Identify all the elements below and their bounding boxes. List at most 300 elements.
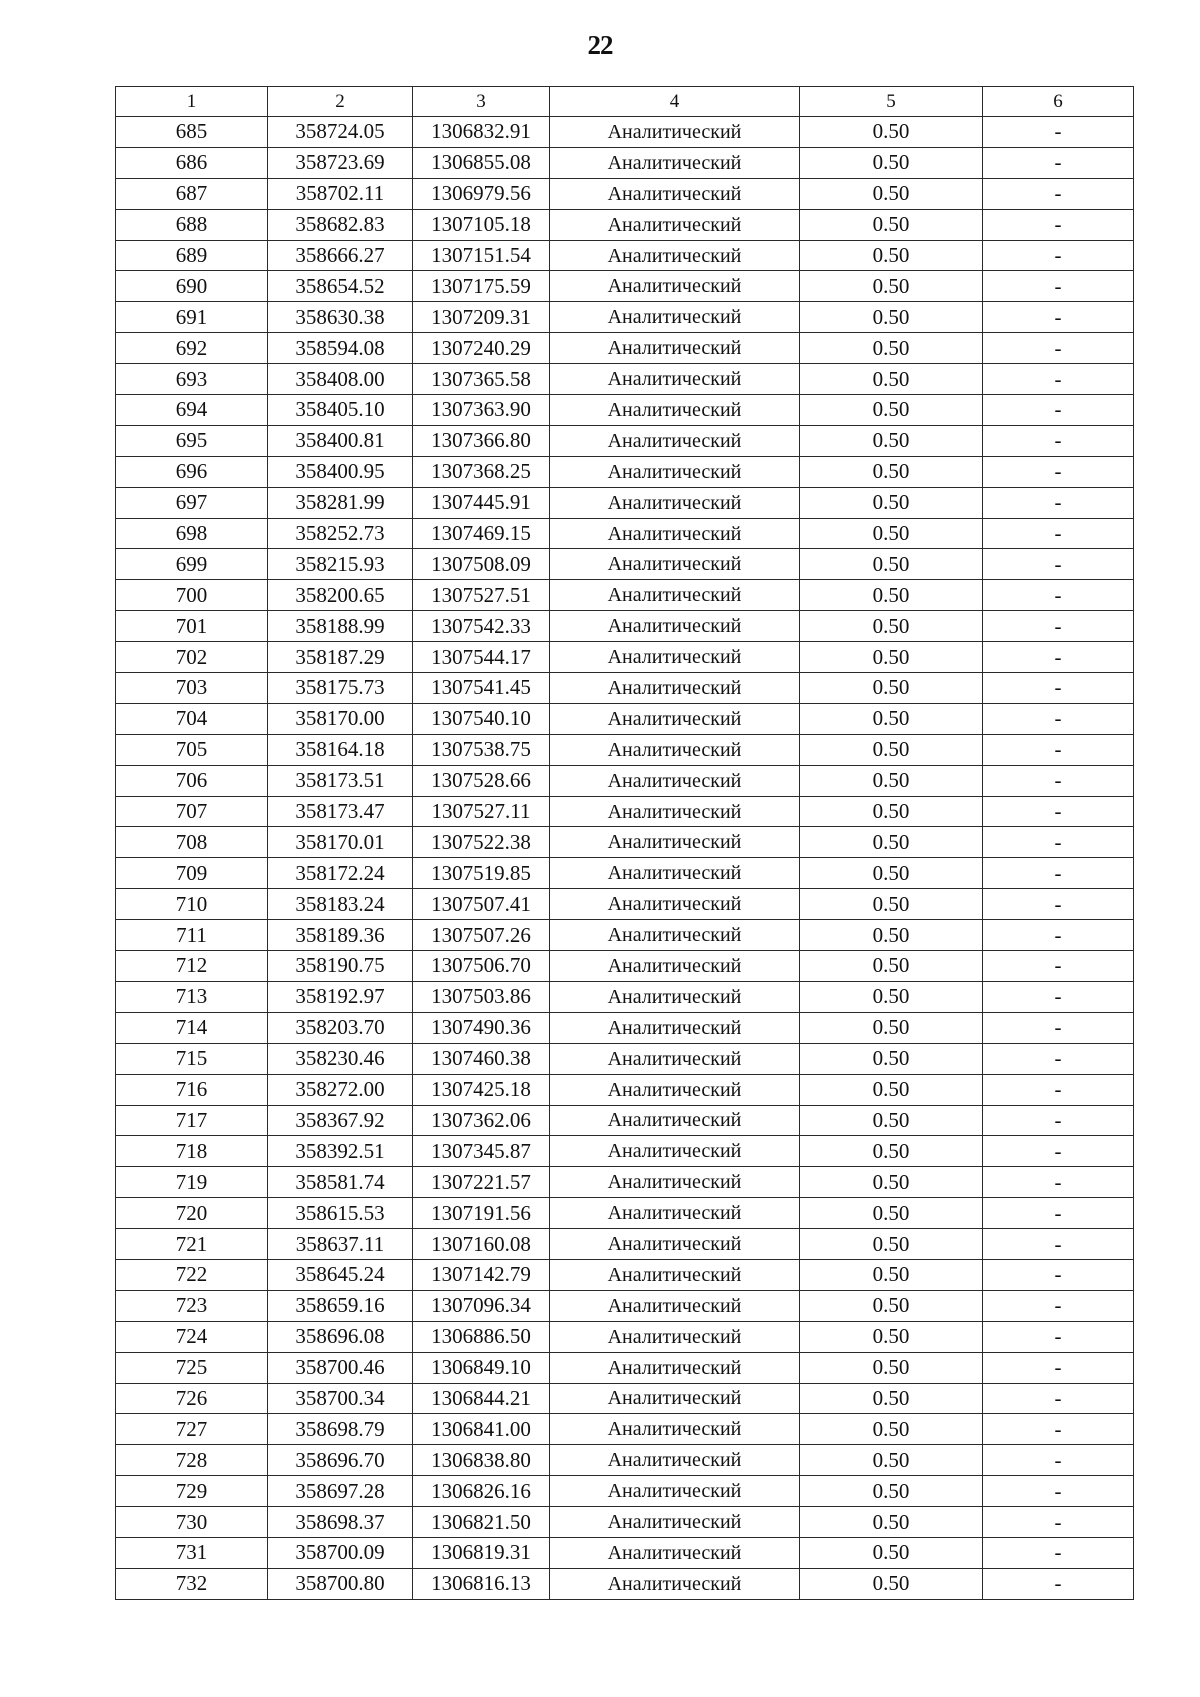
note-cell: - [983,1198,1134,1229]
accuracy-cell: 0.50 [800,1105,983,1136]
accuracy-cell: 0.50 [800,178,983,209]
method-cell: Аналитический [550,1290,800,1321]
note-cell: - [983,1074,1134,1105]
note-cell: - [983,1229,1134,1260]
y-coordinate-cell: 1307105.18 [413,209,550,240]
y-coordinate-cell: 1307544.17 [413,642,550,673]
x-coordinate-cell: 358654.52 [268,271,413,302]
method-cell: Аналитический [550,1537,800,1568]
point-number-cell: 721 [116,1229,268,1260]
note-cell: - [983,1537,1134,1568]
method-cell: Аналитический [550,209,800,240]
accuracy-cell: 0.50 [800,1321,983,1352]
table-row [116,858,1134,889]
x-coordinate-cell: 358698.37 [268,1507,413,1538]
table-row [116,827,1134,858]
accuracy-cell: 0.50 [800,364,983,395]
note-cell: - [983,147,1134,178]
table-row [116,147,1134,178]
y-coordinate-cell: 1307506.70 [413,951,550,982]
y-coordinate-cell: 1307221.57 [413,1167,550,1198]
accuracy-cell: 0.50 [800,1198,983,1229]
accuracy-cell: 0.50 [800,734,983,765]
accuracy-cell: 0.50 [800,673,983,704]
table-row [116,395,1134,426]
table-row [116,642,1134,673]
accuracy-cell: 0.50 [800,240,983,271]
note-cell: - [983,734,1134,765]
y-coordinate-cell: 1306886.50 [413,1321,550,1352]
method-cell: Аналитический [550,1507,800,1538]
y-coordinate-cell: 1306844.21 [413,1383,550,1414]
accuracy-cell: 0.50 [800,1476,983,1507]
method-cell: Аналитический [550,858,800,889]
table-row [116,302,1134,333]
point-number-cell: 696 [116,456,268,487]
method-cell: Аналитический [550,889,800,920]
point-number-cell: 729 [116,1476,268,1507]
table-row [116,765,1134,796]
table-row [116,1321,1134,1352]
method-cell: Аналитический [550,117,800,148]
note-cell: - [983,981,1134,1012]
point-number-cell: 691 [116,302,268,333]
point-number-cell: 712 [116,951,268,982]
point-number-cell: 692 [116,333,268,364]
method-cell: Аналитический [550,425,800,456]
x-coordinate-cell: 358188.99 [268,611,413,642]
x-coordinate-cell: 358594.08 [268,333,413,364]
method-cell: Аналитический [550,1445,800,1476]
accuracy-cell: 0.50 [800,395,983,426]
method-cell: Аналитический [550,549,800,580]
table-row [116,364,1134,395]
x-coordinate-cell: 358723.69 [268,147,413,178]
point-number-cell: 693 [116,364,268,395]
point-number-cell: 697 [116,487,268,518]
y-coordinate-cell: 1306821.50 [413,1507,550,1538]
point-number-cell: 718 [116,1136,268,1167]
accuracy-cell: 0.50 [800,889,983,920]
note-cell: - [983,1352,1134,1383]
method-cell: Аналитический [550,1476,800,1507]
x-coordinate-cell: 358272.00 [268,1074,413,1105]
y-coordinate-cell: 1307368.25 [413,456,550,487]
point-number-cell: 700 [116,580,268,611]
table-row [116,117,1134,148]
method-cell: Аналитический [550,703,800,734]
point-number-cell: 728 [116,1445,268,1476]
x-coordinate-cell: 358405.10 [268,395,413,426]
table-row [116,240,1134,271]
y-coordinate-cell: 1307527.51 [413,580,550,611]
x-coordinate-cell: 358189.36 [268,920,413,951]
note-cell: - [983,518,1134,549]
method-cell: Аналитический [550,827,800,858]
table-row [116,1383,1134,1414]
accuracy-cell: 0.50 [800,333,983,364]
note-cell: - [983,1290,1134,1321]
method-cell: Аналитический [550,765,800,796]
method-cell: Аналитический [550,920,800,951]
y-coordinate-cell: 1307522.38 [413,827,550,858]
y-coordinate-cell: 1307538.75 [413,734,550,765]
accuracy-cell: 0.50 [800,302,983,333]
table-row [116,456,1134,487]
x-coordinate-cell: 358281.99 [268,487,413,518]
point-number-cell: 732 [116,1568,268,1599]
point-number-cell: 702 [116,642,268,673]
table-row [116,518,1134,549]
table-header-row [116,87,1134,117]
table-row [116,673,1134,704]
page-number: 22 [587,30,613,60]
point-number-cell: 686 [116,147,268,178]
y-coordinate-cell: 1306841.00 [413,1414,550,1445]
y-coordinate-cell: 1307508.09 [413,549,550,580]
note-cell: - [983,209,1134,240]
table-row [116,487,1134,518]
table-row [116,703,1134,734]
table-row [116,611,1134,642]
table-row [116,333,1134,364]
note-cell: - [983,642,1134,673]
x-coordinate-cell: 358700.80 [268,1568,413,1599]
x-coordinate-cell: 358173.51 [268,765,413,796]
point-number-cell: 690 [116,271,268,302]
table-row [116,1476,1134,1507]
table-row [116,178,1134,209]
accuracy-cell: 0.50 [800,209,983,240]
accuracy-cell: 0.50 [800,951,983,982]
x-coordinate-cell: 358682.83 [268,209,413,240]
note-cell: - [983,1012,1134,1043]
table-row [116,1012,1134,1043]
accuracy-cell: 0.50 [800,981,983,1012]
note-cell: - [983,456,1134,487]
x-coordinate-cell: 358615.53 [268,1198,413,1229]
note-cell: - [983,333,1134,364]
note-cell: - [983,920,1134,951]
accuracy-cell: 0.50 [800,611,983,642]
accuracy-cell: 0.50 [800,549,983,580]
point-number-cell: 720 [116,1198,268,1229]
table-body [116,87,1134,1600]
note-cell: - [983,1167,1134,1198]
note-cell: - [983,796,1134,827]
note-cell: - [983,1105,1134,1136]
note-cell: - [983,1507,1134,1538]
point-number-cell: 725 [116,1352,268,1383]
table-row [116,1507,1134,1538]
note-cell: - [983,487,1134,518]
accuracy-cell: 0.50 [800,1445,983,1476]
accuracy-cell: 0.50 [800,858,983,889]
x-coordinate-cell: 358400.95 [268,456,413,487]
method-cell: Аналитический [550,1383,800,1414]
y-coordinate-cell: 1306838.80 [413,1445,550,1476]
table-row [116,889,1134,920]
method-cell: Аналитический [550,518,800,549]
table-row [116,549,1134,580]
method-cell: Аналитический [550,1321,800,1352]
table-row [116,1198,1134,1229]
point-number-cell: 687 [116,178,268,209]
accuracy-cell: 0.50 [800,117,983,148]
accuracy-cell: 0.50 [800,1383,983,1414]
point-number-cell: 723 [116,1290,268,1321]
x-coordinate-cell: 358187.29 [268,642,413,673]
table-row [116,271,1134,302]
point-number-cell: 713 [116,981,268,1012]
x-coordinate-cell: 358659.16 [268,1290,413,1321]
y-coordinate-cell: 1306832.91 [413,117,550,148]
x-coordinate-cell: 358392.51 [268,1136,413,1167]
point-number-cell: 685 [116,117,268,148]
accuracy-cell: 0.50 [800,518,983,549]
y-coordinate-cell: 1307507.26 [413,920,550,951]
point-number-cell: 714 [116,1012,268,1043]
point-number-cell: 698 [116,518,268,549]
x-coordinate-cell: 358698.79 [268,1414,413,1445]
y-coordinate-cell: 1307209.31 [413,302,550,333]
note-cell: - [983,1043,1134,1074]
y-coordinate-cell: 1307528.66 [413,765,550,796]
column-header: 4 [550,87,800,117]
note-cell: - [983,425,1134,456]
y-coordinate-cell: 1307160.08 [413,1229,550,1260]
note-cell: - [983,1476,1134,1507]
point-number-cell: 726 [116,1383,268,1414]
method-cell: Аналитический [550,796,800,827]
note-cell: - [983,549,1134,580]
x-coordinate-cell: 358230.46 [268,1043,413,1074]
y-coordinate-cell: 1307490.36 [413,1012,550,1043]
accuracy-cell: 0.50 [800,1229,983,1260]
accuracy-cell: 0.50 [800,1507,983,1538]
point-number-cell: 719 [116,1167,268,1198]
y-coordinate-cell: 1307507.41 [413,889,550,920]
table-row [116,580,1134,611]
y-coordinate-cell: 1307469.15 [413,518,550,549]
accuracy-cell: 0.50 [800,1043,983,1074]
note-cell: - [983,1445,1134,1476]
accuracy-cell: 0.50 [800,1568,983,1599]
note-cell: - [983,271,1134,302]
x-coordinate-cell: 358367.92 [268,1105,413,1136]
accuracy-cell: 0.50 [800,1136,983,1167]
note-cell: - [983,611,1134,642]
accuracy-cell: 0.50 [800,1537,983,1568]
table-row [116,425,1134,456]
accuracy-cell: 0.50 [800,425,983,456]
x-coordinate-cell: 358400.81 [268,425,413,456]
point-number-cell: 716 [116,1074,268,1105]
point-number-cell: 688 [116,209,268,240]
x-coordinate-cell: 358696.70 [268,1445,413,1476]
column-header: 5 [800,87,983,117]
point-number-cell: 706 [116,765,268,796]
accuracy-cell: 0.50 [800,1012,983,1043]
note-cell: - [983,580,1134,611]
point-number-cell: 708 [116,827,268,858]
note-cell: - [983,117,1134,148]
column-header: 1 [116,87,268,117]
table-row [116,1352,1134,1383]
y-coordinate-cell: 1307191.56 [413,1198,550,1229]
method-cell: Аналитический [550,1414,800,1445]
y-coordinate-cell: 1307540.10 [413,703,550,734]
y-coordinate-cell: 1306816.13 [413,1568,550,1599]
point-number-cell: 707 [116,796,268,827]
table-row [116,1259,1134,1290]
x-coordinate-cell: 358173.47 [268,796,413,827]
table-row [116,796,1134,827]
method-cell: Аналитический [550,1568,800,1599]
point-number-cell: 710 [116,889,268,920]
column-header: 3 [413,87,550,117]
y-coordinate-cell: 1306819.31 [413,1537,550,1568]
table-row [116,981,1134,1012]
x-coordinate-cell: 358700.34 [268,1383,413,1414]
point-number-cell: 689 [116,240,268,271]
y-coordinate-cell: 1307363.90 [413,395,550,426]
y-coordinate-cell: 1307445.91 [413,487,550,518]
table-row [116,920,1134,951]
x-coordinate-cell: 358666.27 [268,240,413,271]
x-coordinate-cell: 358724.05 [268,117,413,148]
y-coordinate-cell: 1307240.29 [413,333,550,364]
x-coordinate-cell: 358645.24 [268,1259,413,1290]
accuracy-cell: 0.50 [800,765,983,796]
method-cell: Аналитический [550,271,800,302]
table-row [116,1074,1134,1105]
accuracy-cell: 0.50 [800,487,983,518]
accuracy-cell: 0.50 [800,920,983,951]
method-cell: Аналитический [550,240,800,271]
point-number-cell: 717 [116,1105,268,1136]
note-cell: - [983,889,1134,920]
point-number-cell: 709 [116,858,268,889]
table-row [116,1568,1134,1599]
y-coordinate-cell: 1307460.38 [413,1043,550,1074]
x-coordinate-cell: 358175.73 [268,673,413,704]
column-header: 6 [983,87,1134,117]
x-coordinate-cell: 358200.65 [268,580,413,611]
x-coordinate-cell: 358170.00 [268,703,413,734]
y-coordinate-cell: 1306849.10 [413,1352,550,1383]
table-row [116,1537,1134,1568]
method-cell: Аналитический [550,1105,800,1136]
method-cell: Аналитический [550,734,800,765]
y-coordinate-cell: 1307365.58 [413,364,550,395]
accuracy-cell: 0.50 [800,271,983,302]
y-coordinate-cell: 1307175.59 [413,271,550,302]
point-number-cell: 695 [116,425,268,456]
method-cell: Аналитический [550,302,800,333]
accuracy-cell: 0.50 [800,642,983,673]
y-coordinate-cell: 1307542.33 [413,611,550,642]
method-cell: Аналитический [550,981,800,1012]
y-coordinate-cell: 1307362.06 [413,1105,550,1136]
method-cell: Аналитический [550,580,800,611]
note-cell: - [983,364,1134,395]
table-row [116,1229,1134,1260]
point-number-cell: 711 [116,920,268,951]
note-cell: - [983,827,1134,858]
method-cell: Аналитический [550,673,800,704]
x-coordinate-cell: 358700.46 [268,1352,413,1383]
y-coordinate-cell: 1307527.11 [413,796,550,827]
y-coordinate-cell: 1306855.08 [413,147,550,178]
note-cell: - [983,240,1134,271]
y-coordinate-cell: 1307503.86 [413,981,550,1012]
accuracy-cell: 0.50 [800,827,983,858]
x-coordinate-cell: 358697.28 [268,1476,413,1507]
table-row [116,951,1134,982]
x-coordinate-cell: 358190.75 [268,951,413,982]
method-cell: Аналитический [550,642,800,673]
method-cell: Аналитический [550,456,800,487]
point-number-cell: 722 [116,1259,268,1290]
method-cell: Аналитический [550,1259,800,1290]
note-cell: - [983,951,1134,982]
point-number-cell: 705 [116,734,268,765]
x-coordinate-cell: 358252.73 [268,518,413,549]
note-cell: - [983,703,1134,734]
method-cell: Аналитический [550,364,800,395]
point-number-cell: 699 [116,549,268,580]
method-cell: Аналитический [550,1043,800,1074]
column-header: 2 [268,87,413,117]
method-cell: Аналитический [550,1198,800,1229]
accuracy-cell: 0.50 [800,1352,983,1383]
x-coordinate-cell: 358183.24 [268,889,413,920]
point-number-cell: 730 [116,1507,268,1538]
point-number-cell: 704 [116,703,268,734]
point-number-cell: 701 [116,611,268,642]
point-number-cell: 727 [116,1414,268,1445]
method-cell: Аналитический [550,395,800,426]
table-row [116,209,1134,240]
accuracy-cell: 0.50 [800,1167,983,1198]
y-coordinate-cell: 1307151.54 [413,240,550,271]
x-coordinate-cell: 358203.70 [268,1012,413,1043]
y-coordinate-cell: 1307142.79 [413,1259,550,1290]
accuracy-cell: 0.50 [800,703,983,734]
table-row [116,734,1134,765]
x-coordinate-cell: 358215.93 [268,549,413,580]
accuracy-cell: 0.50 [800,1414,983,1445]
method-cell: Аналитический [550,951,800,982]
method-cell: Аналитический [550,611,800,642]
accuracy-cell: 0.50 [800,147,983,178]
method-cell: Аналитический [550,333,800,364]
x-coordinate-cell: 358408.00 [268,364,413,395]
x-coordinate-cell: 358630.38 [268,302,413,333]
method-cell: Аналитический [550,147,800,178]
note-cell: - [983,673,1134,704]
method-cell: Аналитический [550,1012,800,1043]
point-number-cell: 694 [116,395,268,426]
note-cell: - [983,1321,1134,1352]
y-coordinate-cell: 1307519.85 [413,858,550,889]
x-coordinate-cell: 358192.97 [268,981,413,1012]
accuracy-cell: 0.50 [800,456,983,487]
x-coordinate-cell: 358700.09 [268,1537,413,1568]
table-row [116,1167,1134,1198]
method-cell: Аналитический [550,1352,800,1383]
